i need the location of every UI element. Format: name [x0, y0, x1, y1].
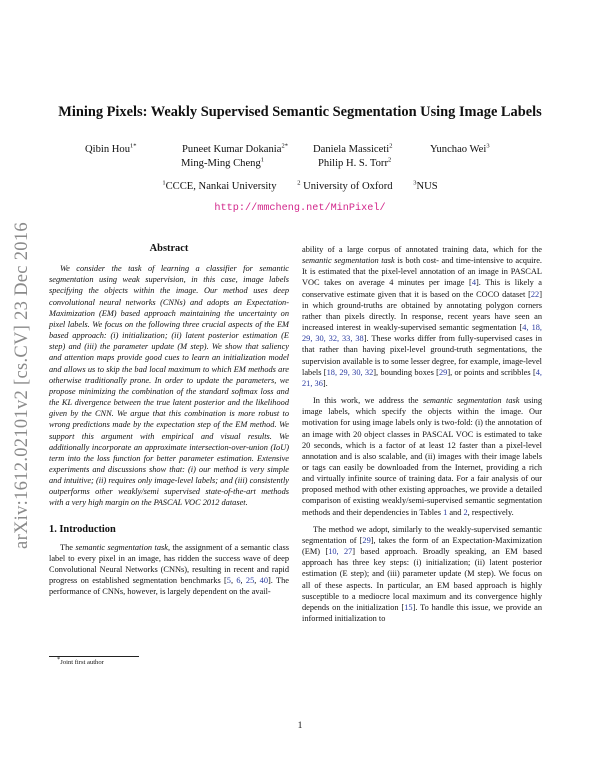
citation-link[interactable]: 25	[245, 576, 255, 586]
right-paragraph-2: In this work, we address the semantic segmentation task using image labels, which specify the objects within the image. Our motivation for using image labels only is two-fold: (i) the annotation of an image with 20 object classes in PASCAL VOC is estimated to take 20 seconds, which is a factor of at least 12 faster than a pixel-level annotation and is also scalable, and (ii) images with their image labels or tags can easily be downloaded from the Internet, providing a rich and virtually infinite source of training data. For a fair analysis of our proposed method with other existing approaches, we provide a detailed comparison of existing weakly/semi-supervised semantic segmentation methods and their dependencies in Tables 1 and 2, respectively.	[302, 396, 543, 517]
arxiv-identifier: arXiv:1612.02101v2 [cs.CV] 23 Dec 2016	[11, 221, 32, 549]
author-1: Qibin Hou$^{1*}$	[85, 142, 137, 155]
footnote: *Joint first author	[57, 655, 104, 666]
author-4: Yunchao Wei$^3$	[430, 142, 490, 155]
table-ref-link[interactable]: 1	[443, 507, 448, 517]
right-column	[302, 244, 542, 630]
right-paragraph-1: ability of a large corpus of annotated training data, which for the semantic segmentation task is both cost- and time-intensive to acquire. It is estimated that the pixel-level annotation of an image in PASCAL VOC takes on average 4 minutes per image [4]. This is likely a conservative estimate given that it is based on the COCO dataset [22] in which ground-truths are obtained by annotating polygon corners rather than pixels directly. In response, recent years have seen an increased interest in weakly-supervised semantic segmentation [4, 18, 29, 30, 32, 33, 38]. These works differ from fully-supervised cases in that rather than having pixel-level ground-truth segmentations, the supervision available is to some lesser degree, for example, image-level labels [18, 29, 30, 32], bounding boxes [29], or points and scribbles [4, 21, 36].	[302, 245, 543, 388]
right-paragraph-3: The method we adopt, similarly to the weakly-supervised semantic segmentation of [29], takes the form of an Expectation-Maximization (EM) [10, 27] based approach. Broadly speaking, an EM based approach has three key steps: (i) initialization; (ii) latent posterior estimation (E step); and (iii) parameter update (M step). We focus on all of these aspects. In particular, an EM based approach is highly susceptible to a mediocre local maximum and its convergence highly depends on the initialization [15]. To handle this issue, we provide an informed initialization to	[302, 524, 543, 623]
introduction-heading: 1. Introduction	[49, 523, 116, 535]
affiliations	[100, 181, 500, 192]
left-column	[49, 243, 289, 604]
table-ref-link[interactable]: 2	[463, 507, 468, 517]
author-6: Philip H. S. Torr$^2$	[318, 156, 392, 169]
citation-link[interactable]: 29	[362, 535, 371, 545]
affiliation-2: $^2$ University of Oxford	[297, 179, 393, 192]
abstract-section	[49, 243, 289, 509]
affiliation-1: $^1$CCCE, Nankai University	[162, 179, 277, 192]
paper-title: Mining Pixels: Weakly Supervised Semantic Segmentation Using Image Labels	[58, 104, 542, 120]
citation-link[interactable]: 15	[404, 602, 413, 612]
project-url-link[interactable]: http://mmcheng.net/MinPixel/	[214, 203, 386, 214]
affiliation-3: $^3$NUS	[413, 179, 438, 192]
footnote-divider	[49, 656, 139, 657]
citation-link[interactable]: 4	[471, 278, 476, 288]
citation-link[interactable]: 29	[438, 367, 448, 377]
citation-link[interactable]: 22	[530, 289, 540, 299]
citation-link[interactable]: 10, 27	[328, 547, 353, 557]
abstract-heading: Abstract	[149, 243, 189, 254]
citation-link[interactable]: 18, 29, 30, 32	[326, 367, 374, 377]
citation-link[interactable]: 40	[259, 576, 268, 586]
citation-link[interactable]: 5	[226, 576, 231, 586]
introduction-paragraph: The semantic segmentation task, the assignment of a semantic class label to every pixel in an image, has ridden the success wave of deep Convolutional Neural Networks (CNNs), resulting in recent and rapid progress on established segmentation benchmarks [5, 6, 25, 40]. The performance of CNNs, however, is largely dependent on the avail-	[49, 542, 290, 597]
abstract-text: We consider the task of learning a classifier for semantic segmentation using weak supervision, in this case, image labels specifying the objects within the image. Our method uses deep convolutional neural networks (CNNs) and adopts an Expectation-Maximization (EM) based approach maintaining the uncertainty on pixel labels. We focus on the following three crucial aspects of the EM based approach: (i) initialization; (ii) latent posterior estimation (E step) and (iii) the parameter update (M step). We show that saliency and attention maps provide good cues to learn an initialization model and allows us to skip the bad local maximum to which EM methods are otherwise traditionally prone. In order to update the parameters, we propose minimizing the combination of the standard softmax loss and the KL divergence between the true latent posterior and the likelihood given by the CNN. We argue that this combination is more robust to wrong predictions made by the expectation step of the EM method. We support this argument with empirical and visual results. We additionally incorporate an approximate intersection-over-union (IoU) term into the loss function for better parameter estimation. Extensive experiments and discussions show that: (i) our method is very simple and intuitive; (ii) requires only image-level labels; and (iii) consistently outperforms other weakly/semi supervised state-of-the-art methods with a very high margin on the PASCAL VOC 2012 dataset.	[49, 264, 289, 508]
page-number: 1	[297, 720, 303, 731]
arxiv-sidebar-stamp	[2, 200, 42, 570]
citation-link[interactable]: 4, 21, 36	[302, 367, 543, 388]
author-3: Daniela Massiceti$^2$	[313, 142, 393, 155]
author-5: Ming-Ming Cheng$^1$	[181, 156, 264, 169]
introduction-section	[49, 524, 289, 598]
citation-link[interactable]: 6	[236, 576, 241, 586]
citation-link[interactable]: 4, 18, 29, 30, 32, 33, 38	[302, 323, 542, 344]
author-2: Puneet Kumar Dokania$^{2*}$	[182, 142, 288, 155]
